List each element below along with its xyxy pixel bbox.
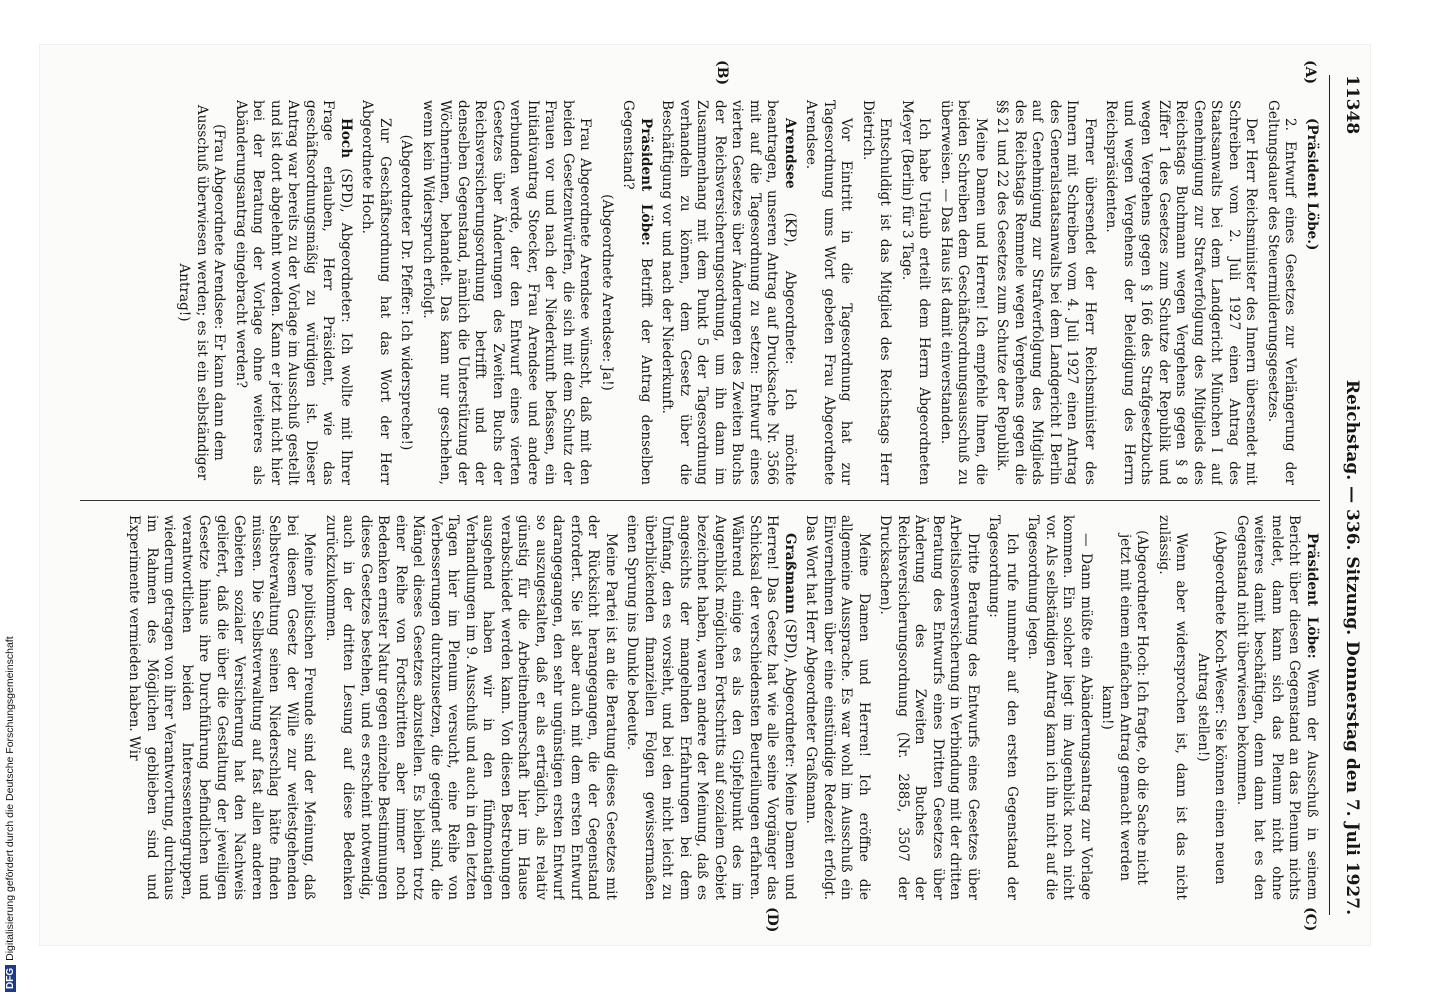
speaker-name: Präsident Löbe: [638, 118, 654, 246]
speaker-name: Graßmann [782, 533, 798, 614]
speech-text: (SPD), Abgeordneter: Ich wollte mit Ihrer Frage erlauben, Herr Präsident, wie das geschäftsordnungsmäßig zu würdigen ist. Dieser Antrag war bereits zu der Vorlage im Ausschuß gestellt und ist dort abgelehnt worden. Kann er jetzt nicht hier bei der Beratung der Vorlage ohne weiteres als Abänderungsantrag eingebracht werden? [233, 100, 354, 485]
paragraph: Meine Damen und Herren! Ich empfehle Ihnen, die beiden Schreiben dem Geschäftsordnungsausschuß zu überweisen. — Das Haus ist damit einverstanden. [938, 100, 989, 485]
running-head: Reichstag. — 336. Sitzung. Donnerstag den 7. Juli 1927. [1342, 379, 1362, 915]
paragraph: — Dann müßte ein Abänderungsantrag zur Vorlage kommen. Ein solcher liegt im Augenblick noch nicht vor. Als selbständigen Antrag kann ich ihn nicht auf die Tagesordnung legen. [1025, 515, 1094, 900]
paragraph: Dritte Beratung des Entwurfs eines Gesetzes über Arbeitslosenversicherung in Verbindung mit der dritten Beratung des Entwurfs eines Dritten Gesetzes über Änderung des Zweiten Buches der Reichsversicherungsordnung (Nr. 2885, 3507 der Drucksachen). [877, 515, 981, 900]
dfg-logo: DFG [5, 965, 16, 992]
paragraph: 2. Entwurf eines Gesetzes zur Verlängerung der Geltungsdauer des Steuermilderungsgesetzes. [1265, 100, 1299, 485]
paragraph: Frau Abgeordnete Arendsee wünscht, daß mit den beiden Gesetzentwürfen, die sich mit dem Schutz der Frauen vor und nach der Niederkunft befassen, ein Initiativantrag Stoecker, Frau Arendsee und andere verbunden werde, der den Entwurf eines vierten Gesetzes über Änderungen des Zweiten Buchs der Reichsversicherungsordnung betrifft und der denselben Gegenstand, nämlich die Unterstützung der Wöchnerinnen, behandelt. Das kann nur geschehen, wenn kein Widerspruch erfolgt. [420, 100, 594, 485]
interjection: (Abgeordneter Hoch: Ich fragte, ob die Sache nicht jetzt mit einem einfachen Antrag gemacht werden kann!) [1099, 530, 1151, 885]
margin-marker-a: (A) [1302, 60, 1318, 85]
page-header [1332, 75, 1362, 915]
speech-text: Wenn der Ausschuß in seinem Bericht über diesen Gegenstand an das Plenum nichts meldet, dann kann sich das Plenum nicht ohne weiteres damit beschäftigen, denn dann hat es den Gegenstand nicht überwiesen bekommen. [1234, 515, 1320, 900]
paragraph: Ferner übersendet der Herr Reichsminister des Innern mit Schreiben vom 4. Juli 1927 einen Antrag des Generalstaatsanwalts bei dem Landgericht I Berlin auf Genehmigung zur Strafverfolgung des Mitglieds des Reichstags Remmele wegen Vergehens gegen die §§ 21 und 22 des Gesetzes zum Schutze der Republik. [994, 100, 1098, 485]
interjection: (Abgeordneter Dr. Pfeffer: Ich widerspreche!) [398, 134, 415, 451]
paragraph: Ich habe Urlaub erteilt dem Herrn Abgeordneten Meyer (Berlin) für 3 Tage. [899, 100, 933, 485]
speaker-name: Arendsee [782, 118, 798, 189]
paragraph: Der Herr Reichsminister des Innern übersendet mit Schreiben vom 2. Juli 1927 einen Antrag des Staatsanwalts bei dem Landgericht München I auf Genehmigung zur Strafverfolgung des Mitglieds des Reichstags Buchmann wegen Vergehens gegen § 8 Ziffer 1 des Gesetzes zum Schutze der Republik und wegen Vergehens gegen § 166 des Strafgesetzbuchs und wegen Vergehens der Beleidigung des Herrn Reichspräsidenten. [1103, 100, 1260, 485]
left-column [80, 100, 1320, 485]
paragraph: Vor Eintritt in die Tagesordnung hat zur Tagesordnung ums Wort gebeten Frau Abgeordnete Arendsee. [803, 100, 855, 485]
paragraph: Entschuldigt ist das Mitglied des Reichstags Herr Dietrich. [860, 100, 894, 485]
column-divider [80, 500, 1320, 501]
speaker-paragraph [623, 515, 798, 900]
rotated-page-content [40, 45, 1370, 945]
scanned-page [40, 45, 1370, 945]
speaker-name: (Präsident Löbe.) [1304, 118, 1320, 251]
paragraph: Ich rufe nunmehr auf den ersten Gegenstand der Tagesordnung: [986, 515, 1020, 900]
page-number: 11348 [1342, 75, 1362, 135]
credit-text: Digitalisierung gefördert durch die Deutsche Forschungsgemeinschaft [4, 636, 16, 961]
speaker-name: Hoch [338, 118, 354, 159]
right-column [80, 515, 1320, 900]
paragraph: Meine Damen und Herren! Ich eröffne die allgemeine Aussprache. Es war wohl im Ausschuß ein Einvernehmen über eine einstündige Redezeit erfolgt. Das Wort hat Herr Abgeordneter Graßmann. [803, 515, 872, 900]
speech-text: Betrifft der Antrag denselben Gegenstand? [620, 100, 654, 485]
interjection: (Abgeordnete Koch-Weser: Sie können einen neuen Antrag stellen!) [1195, 530, 1229, 885]
margin-marker-c: (C) [1302, 907, 1318, 932]
paragraph: Meine Partei ist an die Beratung dieses Gesetzes mit der Rücksicht herangegangen, die der Gegenstand erfordert. Sie ist aber auch mit dem ersten Entwurf darangegangen, den sehr ungünstigen ersten Entwurf so auszugestalten, daß er als erträglich, als relativ günstig für die Arbeitnehmerschaft hier im Hause verabschiedet werden kann. Von diesen Bestrebungen ausgehend haben wir in den fünfmonatigen Verhandlungen im 9. Ausschuß und auch in den letzten Tagen hier im Plenum versucht, eine Reihe von Verbesserungen durchzusetzen, die geeignet sind, die Mängel dieses Gesetzes abzustellen. Es bleiben trotz einer Reihe von Fortschritten aber immer noch Bedenken ernster Natur gegen einzelne Bestimmungen dieses Gesetzes bestehen, und es erscheint notwendig, auch in der dritten Lesung auf diese Bedenken zurückzukommen. [323, 515, 619, 900]
interjection: (Frau Abgeordnete Arendsee: Er kann dann dem Ausschuß überwiesen werden; es ist ein selbständiger Antrag!) [176, 104, 228, 481]
speaker-paragraph [232, 100, 355, 485]
speaker-paragraph [1303, 100, 1321, 485]
speaker-paragraph [1233, 515, 1321, 900]
paragraph: Wenn aber widersprochen ist, dann ist das nicht zulässig. [1156, 515, 1190, 900]
speaker-paragraph [619, 100, 654, 485]
paragraph: Meine politischen Freunde sind der Meinung, daß bei diesem Gesetz der Wille zur weitestgehenden Selbstverwaltung seinen Niederschlag hätte finden müssen. Die Selbstverwaltung auf fast allen anderen Gebieten sozialer Versicherung hat den Nachweis geliefert, daß die über die Gestaltung der jeweiligen Gesetze hinaus ihre Durchführung befindlichen und verantwortlichen beiden Interessentengruppen, wiederum getragen von ihrer Verantwortung, durchaus im Rahmen des Möglichen geblieben sind und Experimente vermieden haben. Wir [126, 515, 318, 900]
speech-text: (KP), Abgeordnete: Ich möchte beantragen, unseren Antrag auf Drucksache Nr. 3566 mit auf die Tagesordnung zu setzen: Entwurf eines vierten Gesetzes über Änderungen des Zweiten Buchs der Reichsversicherungsordnung, um ihn dann im Zusammenhang mit dem Punkt 5 der Tagesordnung verhandeln zu können, dem Gesetz über die Beschäftigung vor und nach der Niederkunft. [659, 100, 798, 485]
margin-marker-d: (D) [764, 907, 780, 933]
header-rule [1329, 75, 1330, 915]
margin-marker-b: (B) [714, 60, 730, 86]
speech-text: (SPD), Abgeordneter: Meine Damen und Herren! Das Gesetz hat wie alle seine Vorgänger das Schicksal der verschiedensten Beurteilungen erfahren. Während einige es als den Gipfelpunkt des im Augenblick möglichen Fortschritts auf sozialem Gebiet bezeichnet haben, waren andere der Meinung, daß es angesichts der mangelnden Erfahrungen bei dem Umfang, den es vorsieht, und bei den nicht leicht zu überblickenden finanziellen Folgen gewissermaßen einen Sprung ins Dunkle bedeute. [624, 515, 798, 900]
speaker-paragraph [658, 100, 798, 485]
paragraph: Zur Geschäftsordnung hat das Wort der Herr Abgeordnete Hoch. [359, 100, 393, 485]
interjection: (Abgeordnete Arendsee: Ja!) [599, 194, 615, 391]
speaker-name: Präsident Löbe: [1304, 533, 1320, 659]
digitization-credit [0, 0, 30, 1000]
